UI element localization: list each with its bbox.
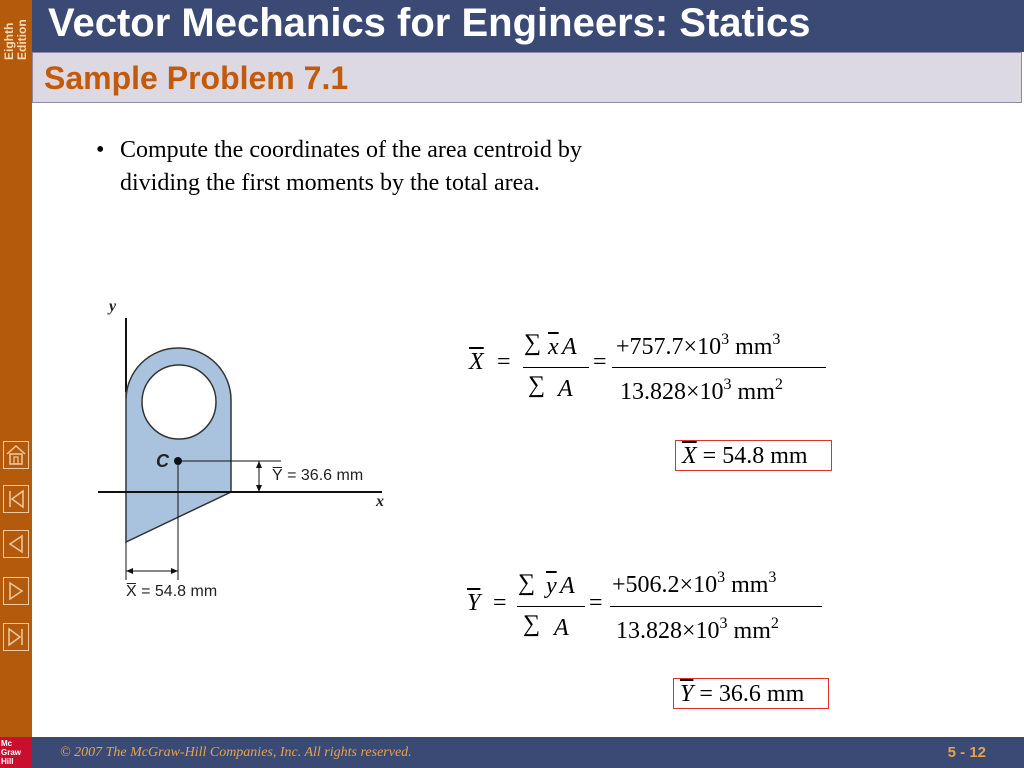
logo-line: Mc	[1, 739, 13, 748]
sum-symbol: ∑	[523, 611, 541, 637]
x-bar-symbol: $\overline{X}$	[682, 443, 697, 469]
edition-label	[1, 2, 31, 62]
unit: mm	[731, 572, 769, 598]
equals-sign: =	[493, 590, 507, 616]
arrowhead	[256, 485, 262, 492]
unit-exponent: 3	[768, 569, 777, 586]
unit: mm	[733, 618, 771, 644]
y-bar-result-value: = 36.6 mm	[699, 681, 805, 707]
previous-slide-icon	[4, 531, 28, 557]
y-bar-annotation: Y̅ = 36.6 mm	[272, 467, 364, 484]
x-bar-annotation: X̅ = 54.8 mm	[126, 583, 218, 600]
area-var: A	[554, 615, 569, 641]
home-icon	[4, 442, 28, 468]
last-slide-button[interactable]	[3, 623, 29, 651]
edition-line2: Edition	[15, 19, 29, 60]
slide-title: Sample Problem 7.1	[44, 60, 349, 96]
centroid-label: C	[156, 451, 169, 471]
numerator-number: +757.7×10	[616, 334, 722, 360]
footer-bar	[32, 737, 1024, 768]
home-button[interactable]	[3, 441, 29, 469]
area-var: A	[560, 573, 575, 599]
fraction-line	[523, 367, 589, 368]
equals-sign: =	[593, 349, 607, 375]
centroid-figure	[96, 290, 396, 610]
y-bar-symbol: $\overline{Y}$	[680, 681, 694, 707]
plate-diagram	[96, 290, 396, 610]
next-slide-icon	[4, 578, 28, 604]
arrowhead	[256, 461, 262, 468]
sum-symbol: ∑	[518, 570, 536, 596]
fraction-line	[610, 606, 822, 607]
previous-slide-button[interactable]	[3, 530, 29, 558]
exponent: 3	[717, 569, 726, 586]
x-axis-label: x	[376, 493, 384, 510]
area-var: A	[558, 376, 573, 402]
last-slide-icon	[4, 624, 28, 650]
exponent: 3	[723, 376, 732, 393]
numerator-number: +506.2×10	[612, 572, 718, 598]
unit-exponent: 2	[770, 615, 779, 632]
denominator-value	[616, 615, 779, 645]
sum-symbol: ∑	[528, 372, 546, 398]
bullet-text: Compute the coordinates of the area centroid by dividing the first moments by the total area.	[120, 137, 582, 196]
logo-line: Hill	[1, 757, 14, 766]
x-bar-result-value: = 54.8 mm	[702, 443, 808, 469]
y-axis-label: y	[109, 298, 117, 315]
fraction-line	[612, 367, 826, 368]
y-bar-var: $\overline{y}$	[546, 573, 557, 599]
denominator-number: 13.828×10	[616, 618, 720, 644]
arrowhead	[126, 568, 133, 574]
x-bar-symbol: $\overline{X}$	[469, 349, 484, 375]
equals-sign: =	[497, 349, 511, 375]
bullet-marker: •	[96, 137, 105, 163]
numerator-value	[612, 569, 777, 599]
copyright-notice: © 2007 The McGraw-Hill Companies, Inc. All rights reserved.	[60, 745, 412, 760]
numerator-value	[616, 331, 781, 361]
edition-line1: Eighth	[2, 22, 16, 60]
unit-exponent: 2	[774, 376, 783, 393]
arrowhead	[171, 568, 178, 574]
page-number: 5 - 12	[947, 744, 986, 761]
y-bar-symbol: $\overline{Y}$	[467, 590, 481, 616]
unit: mm	[735, 334, 773, 360]
next-slide-button[interactable]	[3, 577, 29, 605]
exponent: 3	[719, 615, 728, 632]
denominator-number: 13.828×10	[620, 379, 724, 405]
exponent: 3	[721, 331, 730, 348]
circular-hole	[142, 365, 216, 439]
y-bar-result-box	[673, 678, 829, 709]
sum-symbol: ∑	[524, 330, 542, 356]
unit-exponent: 3	[772, 331, 781, 348]
slide-deck-title: Vector Mechanics for Engineers: Statics	[48, 1, 811, 45]
logo-line: Graw	[1, 748, 22, 757]
subtitle-bar	[32, 52, 1022, 103]
x-bar-result-box	[675, 440, 832, 471]
first-slide-button[interactable]	[3, 485, 29, 513]
equals-sign: =	[589, 590, 603, 616]
first-slide-icon	[4, 486, 28, 512]
x-bar-var: $\overline{x}$	[548, 334, 559, 360]
denominator-value	[620, 376, 783, 406]
centroid-point	[174, 457, 182, 465]
unit: mm	[737, 379, 775, 405]
mcgraw-hill-logo	[0, 737, 32, 768]
area-var: A	[562, 334, 577, 360]
title-bar	[32, 0, 1024, 52]
fraction-line	[517, 606, 585, 607]
left-sidebar	[0, 0, 32, 768]
